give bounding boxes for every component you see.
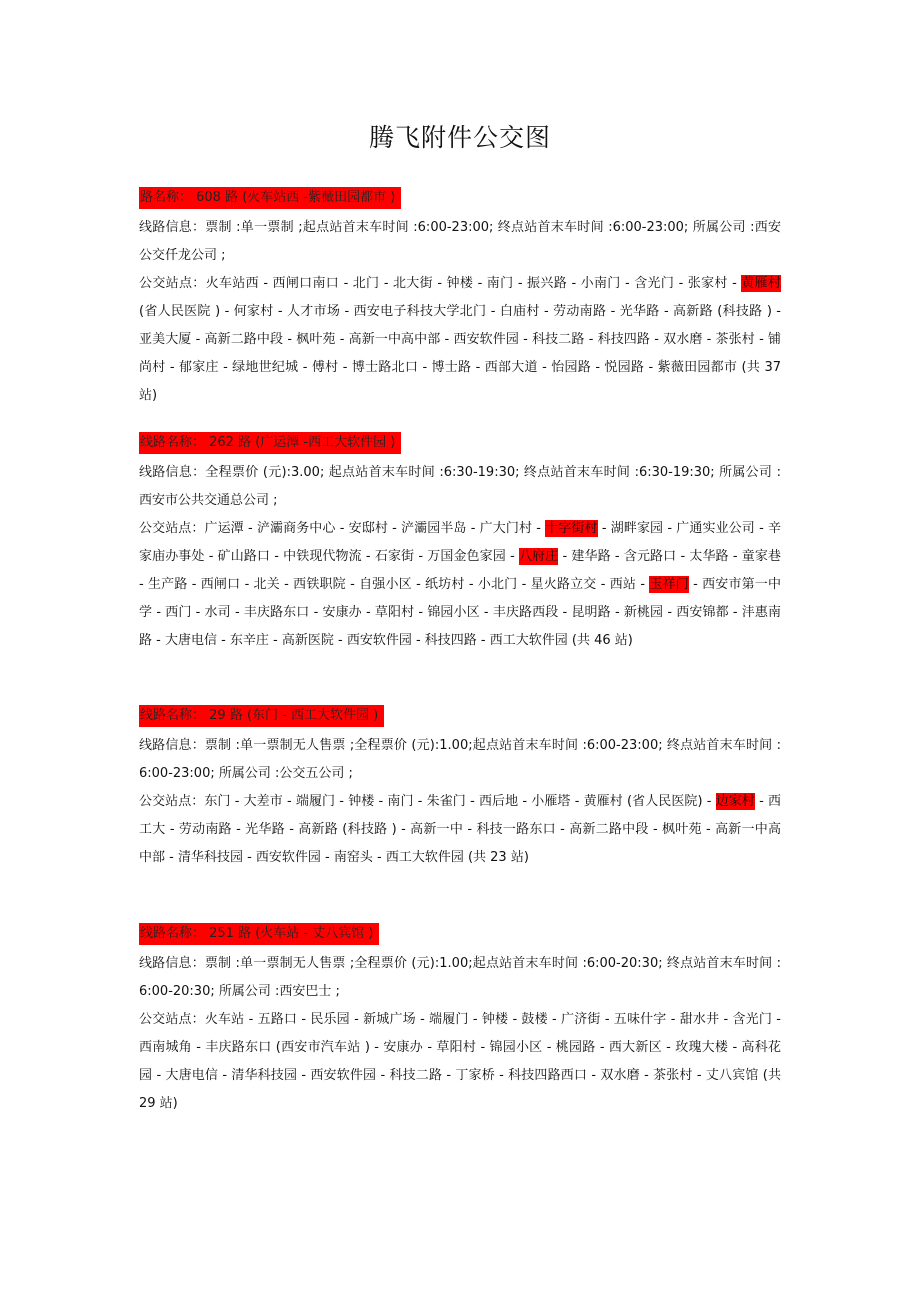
highlighted-stop: 玉祥门 — [649, 577, 689, 592]
stops-text: 公交站点：广运潭 - 浐灞商务中心 - 安邸村 - 浐灞园半岛 - 广大门村 - — [139, 521, 546, 536]
route-stops — [139, 515, 781, 655]
route-stops — [139, 788, 781, 872]
stops-text: (省人民医院 ) - 何家村 - 人才市场 - 西安电子科技大学北门 - 白庙村 - 劳动南路 - 光华路 - 高新路 (科技路 ) - 亚美大厦 - 高新二路中段 - 枫叶苑 - 高新一中高中部 - 西安软件园 - 科技二路 - 科技四路 - 双水磨 - 茶张村 - 铺尚村 - 郁家庄 - 绿地世纪城 - 傅村 - 博士路北口 - 博士路 - 西部大道 - 怡园路 - 悦园路 - 紫薇田园都市 (共 37 站) — [139, 304, 781, 403]
highlighted-stop: 黄雁村 — [741, 276, 781, 291]
stops-text: 公交站点：东门 - 大差市 - 端履门 - 钟楼 - 南门 - 朱雀门 - 西后地 - 小雁塔 - 黄雁村 (省人民医院) - — [139, 794, 716, 809]
page-title: 腾飞附件公交图 — [368, 123, 551, 152]
route-info: 线路信息：全程票价 (元):3.00; 起点站首末车时间 :6:30-19:30; 终点站首末车时间 :6:30-19:30; 所属公司 :西安市公共交通总公司 ; — [139, 465, 781, 508]
stops-text: - 湖畔家园 - 广通实业公司 - 辛家庙办事处 - 矿山路口 - 中铁现代物流 - 石家街 - 万国金色家园 - — [139, 521, 781, 564]
route-stops: 公交站点：火车站 - 五路口 - 民乐园 - 新城广场 - 端履门 - 钟楼 - 鼓楼 - 广济街 - 五味什字 - 甜水井 - 含光门 - 西南城角 - 丰庆路东口 (西安市汽车站 ) - 安康办 - 草阳村 - 锦园小区 - 桃园路 - 西大新区 - 玫瑰大楼 - 高科花园 - 大唐电信 - 清华科技园 - 西安软件园 - 科技二路 - 丁家桥 - 科技四路西口 - 双水磨 - 茶张村 - 丈八宾馆 (共 29 站) — [139, 1012, 781, 1111]
route-header: 线路名称： 251 路 (火车站 - 丈八宾馆 ) — [139, 923, 379, 945]
route-info: 线路信息：票制 :单一票制 ;起点站首末车时间 :6:00-23:00; 终点站首末车时间 :6:00-23:00; 所属公司 :西安公交仟龙公司 ; — [139, 220, 781, 263]
stops-text: - 西工大 - 劳动南路 - 光华路 - 高新路 (科技路 ) - 高新一中 - 科技一路东口 - 高新二路中段 - 枫叶苑 - 高新一中高中部 - 清华科技园 - 西安软件园 - 南窑头 - 西工大软件园 (共 23 站) — [139, 794, 781, 865]
route-header: 线路名称： 262 路 (广运潭 -西工大软件园 ) — [139, 432, 401, 454]
stops-text: - 建华路 - 含元路口 - 太华路 - 童家巷 - 生产路 - 西闸口 - 北关 - 西铁职院 - 自强小区 - 纸坊村 - 小北门 - 星火路立交 - 西站 - — [139, 549, 781, 592]
route-section-262 — [139, 431, 781, 655]
route-header: 路名称： 608 路 (火车站西 -紫薇田园都市 ) — [139, 187, 401, 209]
stops-text: - 西安市第一中学 - 西门 - 水司 - 丰庆路东口 - 安康办 - 草阳村 - 锦园小区 - 丰庆路西段 - 昆明路 - 新桃园 - 西安锦都 - 沣惠南路 - 大唐电信 - 东辛庄 - 高新医院 - 西安软件园 - 科技四路 - 西工大软件园 (共 46 站) — [139, 577, 781, 648]
route-header: 线路名称： 29 路 (东门 - 西工大软件园 ) — [139, 705, 384, 727]
route-stops — [139, 270, 781, 410]
route-section-608 — [139, 186, 781, 410]
stops-text: 公交站点：火车站西 - 西闸口南口 - 北门 - 北大街 - 钟楼 - 南门 - 振兴路 - 小南门 - 含光门 - 张家村 - — [139, 276, 742, 291]
highlighted-stop: 八府庄 — [518, 549, 559, 564]
route-section-29 — [139, 704, 781, 872]
highlighted-stop: 十字街村 — [545, 521, 598, 536]
route-section-251 — [139, 922, 781, 1118]
route-info: 线路信息：票制 :单一票制无人售票 ;全程票价 (元):1.00;起点站首末车时间 :6:00-23:00; 终点站首末车时间 :6:00-23:00; 所属公司 :公交五公司 ; — [139, 738, 781, 781]
route-info: 线路信息：票制 :单一票制无人售票 ;全程票价 (元):1.00;起点站首末车时间 :6:00-20:30; 终点站首末车时间 :6:00-20:30; 所属公司 :西安巴士 ; — [139, 956, 781, 999]
highlighted-stop: 边家村 — [715, 794, 755, 809]
